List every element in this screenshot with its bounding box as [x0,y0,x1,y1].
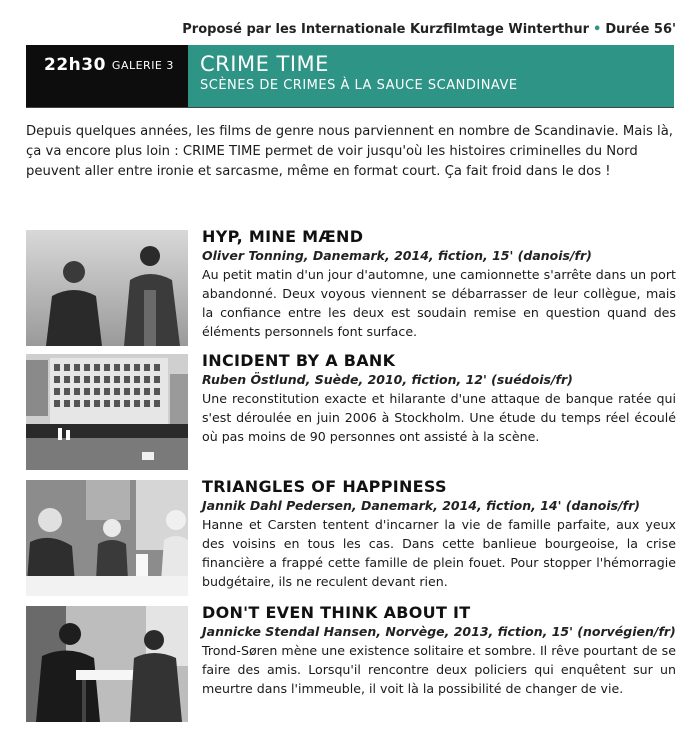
film-description: Hanne et Carsten tentent d'incarner la vie de famille parfaite, aux yeux des voisins en tous les cas. Dans cette banlieue bourgeoise, la crise financière a frappé cette famille de plein fouet. Pour stopper l'hémorragie budgétaire, ils ne reculent devant rien. [202,517,676,589]
separator-dot: • [593,22,602,37]
film-description: Une reconstitution exacte et hilarante d'une attaque de banque ratée qui s'est déroulée en juin 2006 à Stockholm. Une étude du temps réel écoulé où pas moins de 90 personnes ont assisté à la scène. [202,391,676,444]
film-still-photo [26,606,188,722]
duration-text: Durée 56' [605,22,676,37]
film-still-photo [26,230,188,346]
film-description: Au petit matin d'un jour d'automne, une camionnette s'arrête dans un port abandonné. Deux voyous viennent se débarrasser de leur collègue, mais la confiance entre les deux est soudain remise en question quand des éléments personnels font surface. [202,267,676,339]
film-title: TRIANGLES OF HAPPINESS [202,477,447,496]
film-title: HYP, MINE MÆND [202,227,364,246]
presenter-line [182,22,676,37]
film-description: Trond-Søren mène une existence solitaire et sombre. Il rêve pourtant de se faire des amis. Lorsqu'il rencontre deux policiers qui enquêtent sur un meurtre dans l'immeuble, il voit là la possibilité de changer de vie. [202,643,676,696]
film-credit: Jannik Dahl Pedersen, Danemark, 2014, fiction, 14' (danois/fr) [202,498,640,513]
film-still-photo [26,480,188,596]
program-banner [26,45,674,108]
program-subtitle: SCÈNES DE CRIMES À LA SAUCE SCANDINAVE [200,78,518,93]
program-title-block [188,45,674,107]
film-title: DON'T EVEN THINK ABOUT IT [202,603,471,622]
screening-time: 22h30 [44,55,106,75]
film-title: INCIDENT BY A BANK [202,351,396,370]
presenter-text: Proposé par les Internationale Kurzfilmtage Winterthur [182,22,589,37]
screening-venue: GALERIE 3 [111,59,174,72]
time-venue-block [26,45,188,107]
film-credit: Oliver Tonning, Danemark, 2014, fiction, 15' (danois/fr) [202,248,592,263]
program-intro: Depuis quelques années, les films de genre nous parviennent en nombre de Scandinavie. Mais là, ça va encore plus loin : CRIME TIME permet de voir jusqu'où les histoires criminelles du Nord peuvent aller entre ironie et sarcasme, même en format court. Ça fait froid dans le dos ! [26,124,673,179]
film-still-photo [26,354,188,470]
film-credit: Jannicke Stendal Hansen, Norvège, 2013, fiction, 15' (norvégien/fr) [202,624,676,639]
program-title: CRIME TIME [200,52,329,76]
film-credit: Ruben Östlund, Suède, 2010, fiction, 12' (suédois/fr) [202,372,573,387]
